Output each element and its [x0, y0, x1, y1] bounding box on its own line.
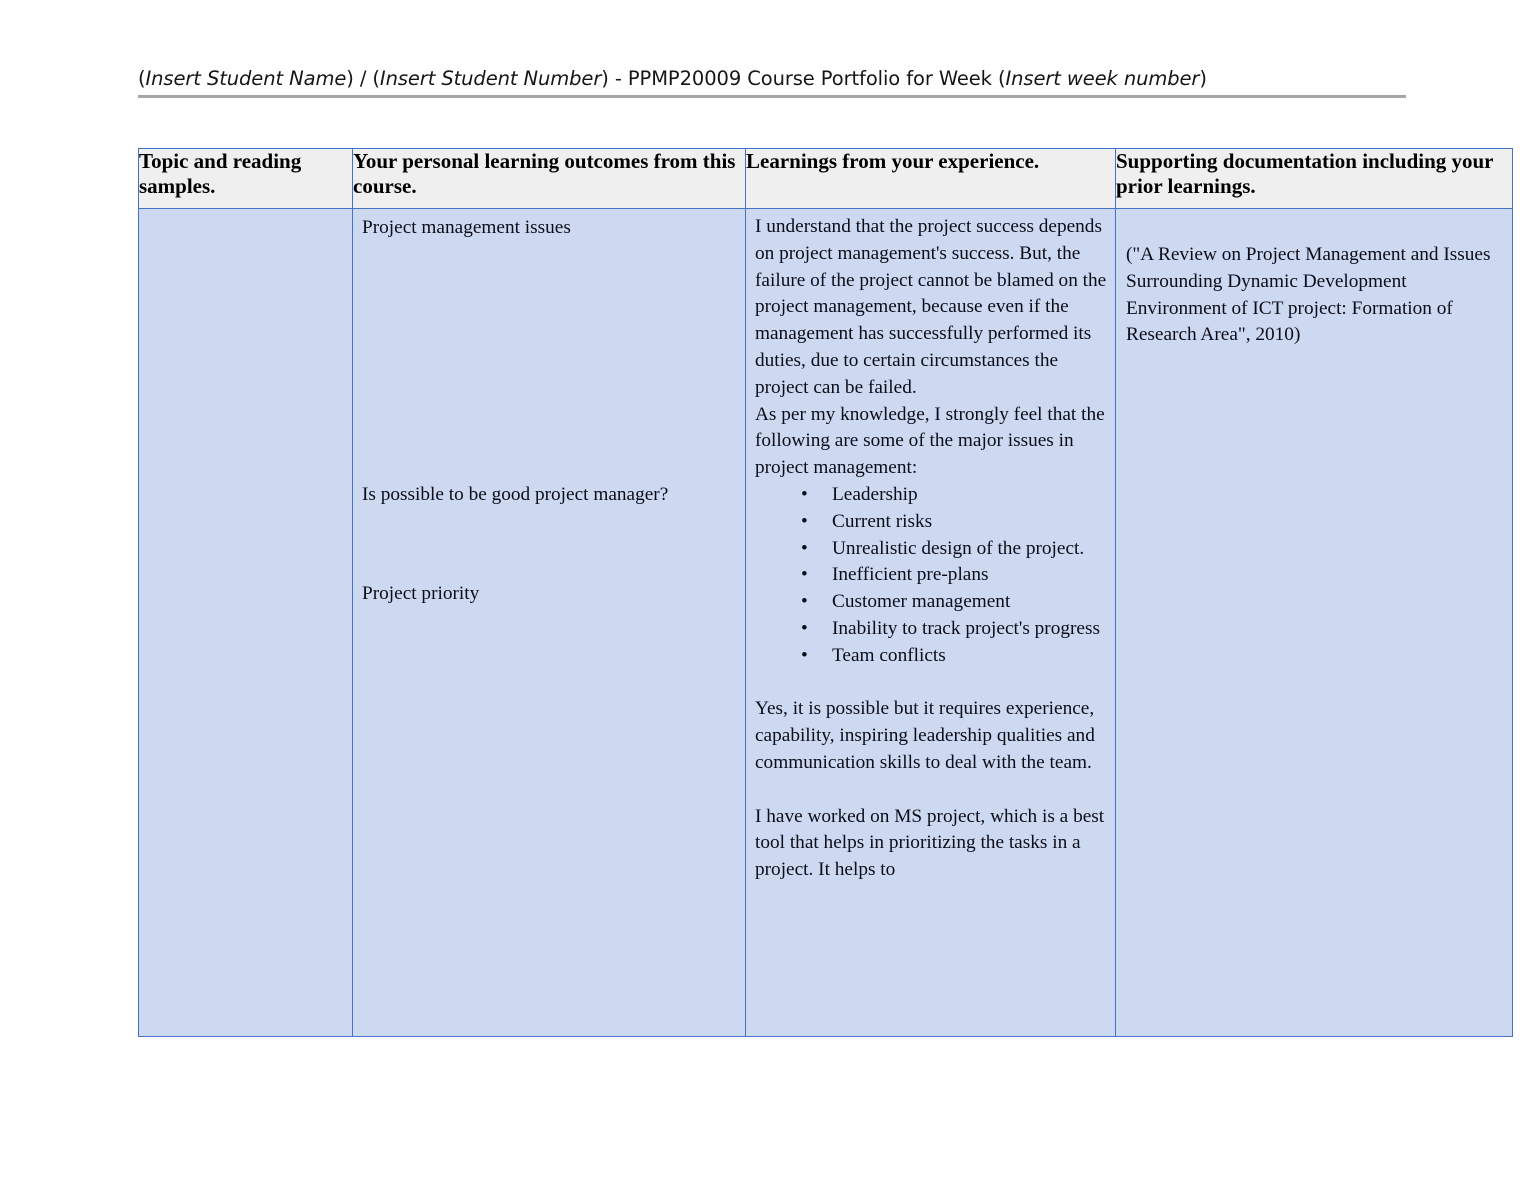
learnings-paragraph-4: I have worked on MS project, which is a best tool that helps in prioritizing the tasks in a project. It helps to — [755, 805, 1105, 881]
header-segment-separator: ) / ( — [346, 67, 380, 90]
spacer-b — [362, 509, 735, 581]
bullet-icon: • — [801, 644, 808, 666]
list-item-label: Team conflicts — [832, 644, 946, 666]
major-issues-bullet-list — [755, 482, 1107, 670]
list-item — [755, 536, 1107, 563]
list-item — [755, 509, 1107, 536]
column-header-topic-and-reading-samples: Topic and reading samples. — [139, 149, 353, 209]
cell-personal-learning-outcomes[interactable] — [353, 209, 746, 1037]
paragraph-spacer-2 — [755, 777, 1107, 804]
topic-and-reading-samples-text — [139, 209, 352, 215]
cell-learnings-from-experience[interactable] — [746, 209, 1116, 1037]
supporting-documentation-citation: ("A Review on Project Management and Issues Surrounding Dynamic Development Environment of ICT project: Formation of Research Area", 2010) — [1126, 244, 1491, 346]
course-portfolio-table — [138, 148, 1513, 1037]
learning-outcome-item-2: Is possible to be good project manager? — [362, 483, 669, 505]
column-header-personal-learning-outcomes: Your personal learning outcomes from this course. — [353, 149, 746, 209]
header-segment-student-name: Insert Student Name — [145, 67, 347, 90]
header-segment-open-paren: ( — [138, 67, 146, 90]
header-horizontal-rule — [138, 95, 1406, 98]
list-item — [755, 589, 1107, 616]
list-item — [755, 562, 1107, 589]
paragraph-spacer-1 — [755, 670, 1107, 697]
learnings-paragraph-1: I understand that the project success depends on project management's success. But, the failure of the project cannot be blamed on the project management, because even if the management has successfully performed its duties, due to certain circumstances the project can be failed. — [755, 216, 1107, 398]
bullet-icon: • — [801, 537, 808, 559]
bullet-icon: • — [801, 617, 808, 639]
learning-outcome-item-3: Project priority — [362, 582, 480, 604]
list-item-label: Leadership — [832, 483, 918, 505]
bullet-icon: • — [801, 510, 808, 532]
column-header-learnings-from-experience: Learnings from your experience. — [746, 149, 1116, 209]
header-segment-course-title: ) - PPMP20009 Course Portfolio for Week ( — [601, 67, 1006, 90]
list-item-label: Inefficient pre-plans — [832, 564, 989, 586]
list-item — [755, 643, 1107, 670]
bullet-icon: • — [801, 483, 808, 505]
list-item — [755, 482, 1107, 509]
list-item-label: Unrealistic design of the project. — [832, 537, 1085, 559]
learnings-paragraph-3: Yes, it is possible but it requires experience, capability, inspiring leadership qualities and communication skills to deal with the team. — [755, 698, 1095, 773]
table-header-row — [139, 149, 1513, 209]
learnings-paragraph-2: As per my knowledge, I strongly feel that the following are some of the major issues in project management: — [755, 403, 1105, 479]
bullet-icon: • — [801, 564, 808, 586]
list-item-label: Customer management — [832, 591, 1011, 613]
list-item-label: Current risks — [832, 510, 933, 532]
learning-outcome-item-1: Project management issues — [362, 217, 571, 238]
list-item — [755, 616, 1107, 643]
bullet-icon: • — [801, 591, 808, 613]
cell-supporting-documentation[interactable] — [1116, 209, 1513, 1037]
spacer-a — [362, 242, 735, 482]
header-segment-close-paren: ) — [1199, 67, 1207, 90]
document-running-header — [138, 66, 1408, 92]
header-segment-student-number: Insert Student Number — [379, 67, 602, 90]
column-header-supporting-documentation: Supporting documentation including your prior learnings. — [1116, 149, 1513, 209]
header-segment-week-number: Insert week number — [1005, 67, 1200, 90]
table-row — [139, 209, 1513, 1037]
cell-topic-and-reading-samples[interactable] — [139, 209, 353, 1037]
list-item-label: Inability to track project's progress — [832, 617, 1100, 639]
